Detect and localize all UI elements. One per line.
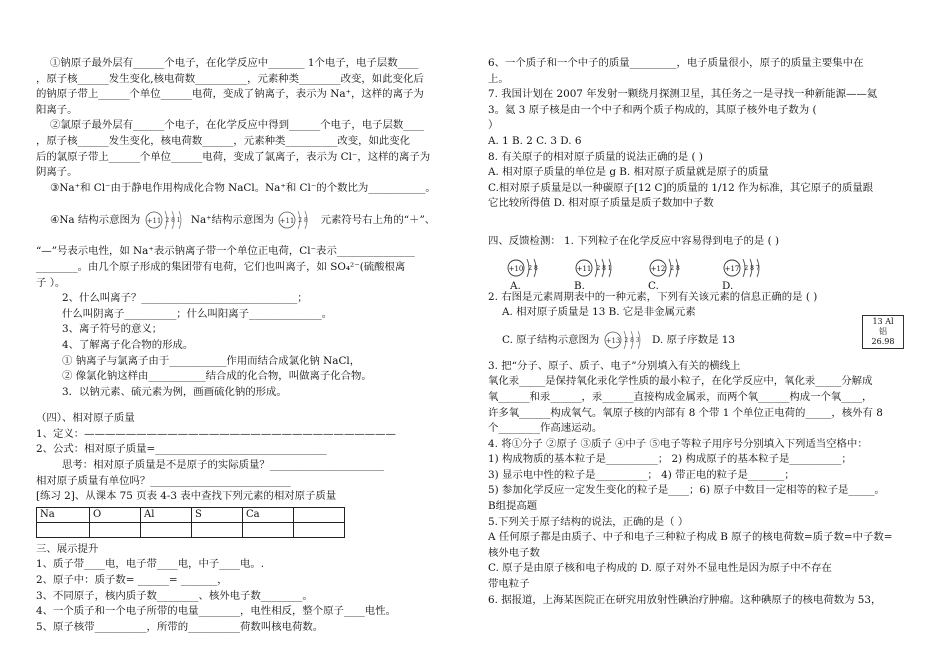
text-line: 2、什么叫离子？______________________________； [62,292,308,305]
text-line: ________。由几个原子形成的集团带有电荷，它们也叫离子，如 SO₄²⁻(硫酸根离 [36,260,406,273]
table-cell: Al [141,507,192,522]
text-fragment: Na⁺结构示意图为 [190,214,274,227]
text-line: [练习 2]、从课本 75 页表 4-3 表中查找下列元素的相对原子质量 [36,490,337,503]
text-line: ） [488,119,499,132]
table-cell: Na [37,507,90,522]
text-line: 1、定义：—————————————————————————————— [36,427,396,440]
text-line: 4. 将①分子 ②原子 ③质子 ④中子 ⑤电子等粒子用序号分别填入下列适当空格中： [488,437,868,450]
table-cell[interactable] [141,522,192,537]
text-line: 8. 有关原子的相对原子质量的说法正确的是 ( ) [488,150,703,163]
svg-text:2 8: 2 8 [528,264,538,272]
text-line: 核外电子数 [488,546,540,559]
text-line: 3、不同原子，核内质子数________、核外电子数________。 [36,589,313,602]
table-cell[interactable] [294,522,345,537]
svg-text:2 8 3: 2 8 3 [623,336,640,344]
text-line: 4、一个质子和一个电子所带的电量________，电性相反，整个原子____电性。 [36,605,396,618]
svg-text:+13: +13 [605,336,621,345]
atom-option-b[interactable] [574,256,622,292]
text-line: A. 1 B. 2 C. 3 D. 6 [488,134,582,147]
option-label: B. [574,279,585,292]
text-line: ②氯原子最外层有______个电子，在化学反应中得到______个电子，电子层数____ [50,119,425,132]
table-cell[interactable] [243,522,294,537]
atom-diagram-a [506,256,554,280]
shell-label: 2 8 1 [164,217,181,225]
text-line: 阳离子。 [36,103,78,116]
text-line: 子 ）。 [36,276,66,289]
svg-text:+10: +10 [508,264,524,273]
text-line: 后的氯原子带上______个单位______电荷，变成了氯离子，表示为 Cl⁻，这样的离子为 [36,150,431,163]
text-line: 5.下列关于原子结构的说法，正确的是（ ） [488,515,689,528]
text-line: 3．以钠元素、硫元素为例，画画硫化钠的形成。 [62,385,287,398]
table-cell: O [90,507,141,522]
text-line: 3。氦 3 原子核是由一个中子和两个质子构成的，其原子核外电子数为 ( [488,103,817,116]
text-line: C.相对原子质量是以一种碳原子[12 C]的质量的 1/12 作为标准，其它原子的质量跟 [488,181,874,194]
structure-diagram-line [36,207,468,233]
text-line: 6、一个质子和一个中子的质量_________，电子质量很小，原子的质量主要集中在 [488,57,864,69]
text-fragment: C. 原子结构示意图为 [502,333,600,346]
atom-options-row [488,256,914,290]
text-line: ①钠原子最外层有______个电子，在化学反应中_______ 1个电子，电子层数____ [50,57,419,69]
text-fragment: 元素符号右上角的“＋”、 [320,214,436,227]
text-line: 7. 我国计划在 2007 年发射一颗绕月探测卫星，其任务之一是寻找一种新能源——氦 [488,88,878,101]
text-line: “—”号表示电性，如 Na⁺表示钠离子带一个单位正电荷，Cl⁻表示_______________ [36,245,415,258]
text-line: ，原子核______发生变化,核电荷数__________，元素种类________改变，如此变化后 [36,72,424,85]
element-symbol: 13 Al [872,317,894,327]
atom-option-c[interactable] [648,256,696,292]
section-heading: 四、反馈检测： 1. 下列粒子在化学反应中容易得到电子的是 ( ) [488,234,779,247]
atom-diagram-b [574,256,622,280]
sodium-atom-diagram [144,208,188,232]
nucleus-label: +11 [279,217,295,226]
svg-text:2 8: 2 8 [670,264,680,272]
text-line: C. 原子是由原子核和电子构成的 D. 原子对外不显电性是因为原子中不存在 [488,562,832,575]
section-heading: B组提高题 [488,500,538,513]
atom-option-d[interactable] [722,256,770,292]
text-line: 2. 右图是元素周期表中的一种元素，下列有关该元素的信息正确的是 ( ) [488,290,818,303]
text-line: 5、原子核带__________，所带的__________荷数叫核电荷数。 [36,620,324,633]
atom-diagram-d [722,256,770,280]
option-label: C. [648,279,659,292]
text-line: A. 相对原子质量是 13 B. 它是非金属元素 [502,306,696,319]
text-line: 阴离子。 [36,166,78,179]
text-line: 上。 [488,72,509,85]
text-line: 6. 据报道，上海某医院正在研究用放射性碘治疗肿瘤。这种碘原子的核电荷数为 53， [488,593,882,606]
element-mass: 26.98 [871,337,895,347]
text-line: 氧______和汞______，汞______直接构成金属汞，而两个氧______构成一个氧____， [488,390,873,403]
text-line: ，原子核______发生变化，核电荷数______，元素种类__________改变，如此变化 [36,134,411,147]
text-line: 带电粒子 [488,578,530,591]
aluminum-atom-diagram [603,328,649,352]
text-line: 1) 构成物质的基本粒子是__________； 2) 构成原子的基本粒子是__________； [488,453,852,466]
shell-label: 2 8 [298,217,309,225]
table-cell: Ca [243,507,294,522]
svg-text:+11: +11 [576,264,592,273]
left-column [36,56,468,635]
atom-option-a[interactable] [506,256,554,292]
text-line: 3) 显示电中性的粒子是__________； 4) 带正电的粒子是_______； [488,468,795,481]
table-cell: S [192,507,243,522]
text-fragment: D. 原子序数是 13 [651,333,735,346]
svg-text:2 8 7: 2 8 7 [744,264,760,272]
section-heading: 三、展示提升 [36,542,99,555]
text-line: 个________作高速运动。 [488,422,603,435]
section-heading: （四）、相对原子质量 [36,412,135,425]
text-line: 相对原子质量有单位吗？___________________________ [36,474,291,487]
question-2-block [488,305,914,353]
text-line: 的钠原子带上______个单位______电荷，变成了钠离子，表示为 Na⁺，这样的离子为 [36,88,424,101]
option-label: D. [722,279,734,292]
text-line: 许多氧______构成氧气。氧原子核的内部有 8 个带 1 个单位正电荷的_____，核外有 8 [488,406,883,419]
text-line: ① 钠离子与氯离子由于___________作用而结合成氯化钠 NaCl， [62,354,361,367]
svg-text:2 8 1: 2 8 1 [596,264,612,272]
text-line: 2、原子中：质子数= ______= _______， [36,574,228,587]
text-line: A 任何原子都是由质子、中子和电子三种粒子构成 B 原子的核电荷数=质子数=中子数= [488,531,893,544]
text-line: 思考：相对原子质量是不是原子的实际质量？______________________ [62,459,385,472]
atom-diagram-c [648,256,696,280]
svg-text:+17: +17 [724,264,740,273]
svg-text:+12: +12 [650,264,666,273]
nucleus-label: +11 [146,217,161,226]
text-line: 3、离子符号的意义； [62,323,163,336]
text-line: ② 像氯化钠这样由___________结合成的化合物，叫做离子化合物。 [62,370,372,383]
sodium-ion-diagram [277,208,317,232]
text-line: 什么叫阴离子__________；什么叫阳离子______________。 [62,307,333,320]
text-line: 氧化汞_____是保持氧化汞化学性质的最小粒子，在化学反应中，氧化汞_____分解成 [488,375,873,388]
periodic-table-cell [862,315,904,349]
right-column [488,56,914,608]
text-line: 5) 参加化学反应一定发生变化的粒子是____；6) 原子中数目一定相等的粒子是_____。 [488,484,885,497]
text-line: ③Na⁺和 Cl⁻由于静电作用构成化合物 NaCl。Na⁺和 Cl⁻的个数比为___________。 [50,181,436,194]
text-fragment: ④Na 结构示意图为 [50,214,141,227]
text-line: 它比较所得值 D. 相对原子质量是质子数加中子数 [488,197,714,210]
text-line: 2、公式：相对原子质量=_________________________________ [36,443,327,456]
text-line: 3. 把“分子、原子、质子、电子”分别填入有关的横线上 [488,359,741,372]
text-line: 1、质子带____电，电子带____电，中子____电。. [36,558,265,571]
element-mass-table [36,507,345,538]
text-line: 4、了解离子化合物的形成。 [62,338,194,351]
element-name: 铝 [879,327,887,337]
table-cell[interactable] [37,522,90,537]
table-cell[interactable] [90,522,141,537]
option-label: A. [510,279,521,292]
text-line: A. 相对原子质量的单位是 g B. 相对原子质量就是原子的质量 [488,166,769,179]
table-cell[interactable] [192,522,243,537]
structure-diagram-line [488,327,914,353]
table-cell[interactable] [294,507,345,522]
